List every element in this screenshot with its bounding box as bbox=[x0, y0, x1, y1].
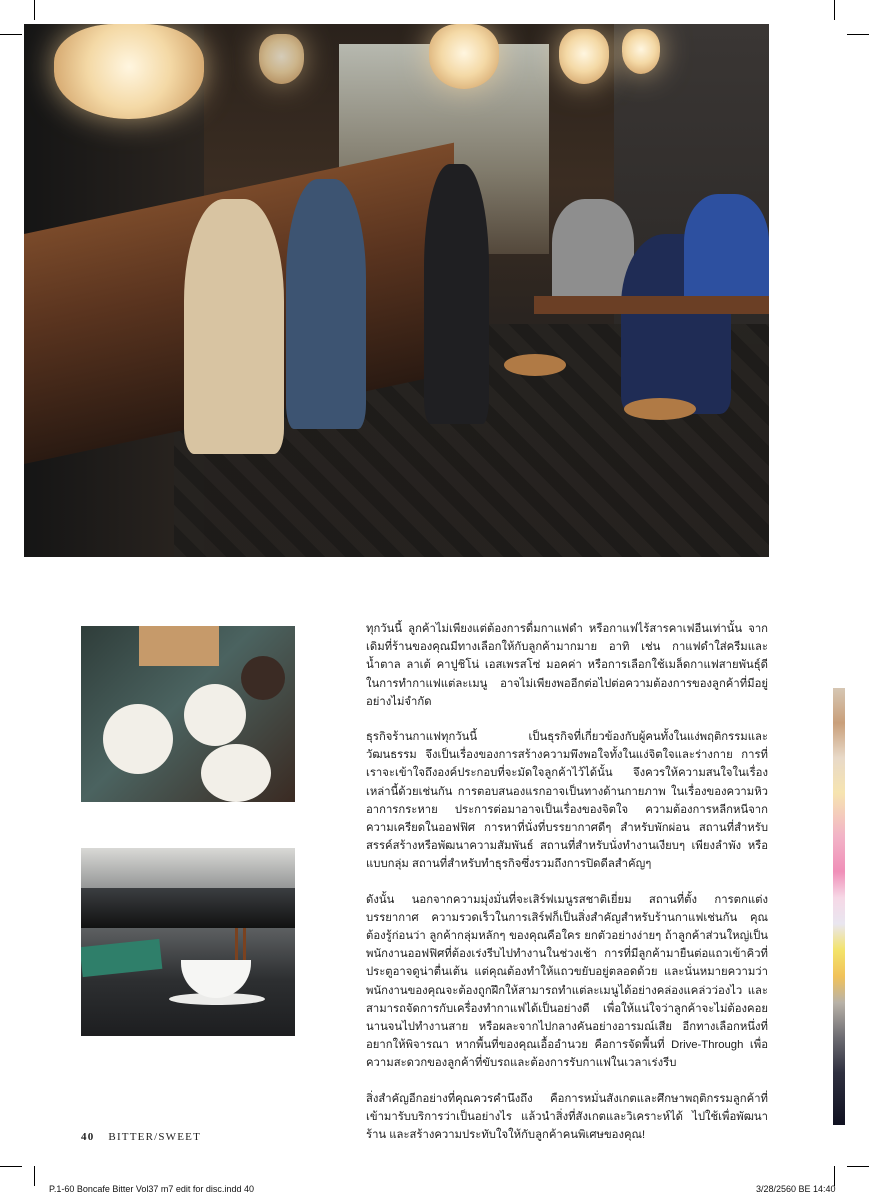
article-paragraph: ธุรกิจร้านกาแฟทุกวันนี้ เป็นธุรกิจที่เกี่ยวข้องกับผู้คนทั้งในแง่พฤติกรรมและวัฒนธรรม จึงเป็นเรื่องของการสร้างความพึงพอใจทั้งในแง่จิตใจและร่างกาย การที่เราจะเข้าใจถึงองค์ประกอบที่จะมัดใจลูกค้าไว้ได้นั้น จึงควรให้ความสนใจในเรื่องเหล่านี้ด้วยเช่นกัน การตอบสนองแรกอาจเป็นทางด้านกายภาพ ในเรื่องของความหิว อาการกระหาย ประการต่อมาอาจเป็นเรื่องของจิตใจ ความต้องการหลีกหนีจากความเครียดในออฟฟิศ การหาที่นั่งที่บรรยากาศดีๆ สำหรับพักผ่อน สถานที่สำหรับสรรค์สร้างหรือพัฒนาความสัมพันธ์ สถานที่สำหรับนั่งทำงานเงียบๆ เพียงลำพัง หรือแบบกลุ่ม สถานที่สำหรับทำธุรกิจซึ่งรวมถึงการปิดดีลสำคัญๆ bbox=[366, 731, 768, 871]
article-paragraph: สิ่งสำคัญอีกอย่างที่คุณควรคำนึงถึง คือการหมั่นสังเกตและศึกษาพฤติกรรมลูกค้าที่เข้ามารับบริการว่าเป็นอย่างไร แล้วนำสิ่งที่สังเกตและวิเคราะห์ได้ ไปใช้เพื่อพัฒนาร้าน และสร้างความประทับใจให้กับลูกค้าคนพิเศษของคุณ! bbox=[366, 1092, 768, 1142]
crop-mark bbox=[834, 1166, 835, 1186]
pendant-lamp bbox=[54, 24, 204, 119]
photo-plate bbox=[201, 744, 271, 802]
photo-towel bbox=[81, 939, 162, 977]
photo-person bbox=[184, 199, 284, 454]
photo-plate bbox=[241, 656, 285, 700]
pendant-lamp bbox=[429, 24, 499, 89]
espresso-cup-photo bbox=[81, 848, 295, 1036]
article-paragraph: ดังนั้น นอกจากความมุ่งมั่นที่จะเสิร์ฟเมนูรสชาติเยี่ยม สถานที่ตั้ง การตกแต่ง บรรยากาศ ความรวดเร็วในการเสิร์ฟก็เป็นสิ่งสำคัญสำหรับร้านกาแฟเช่นกัน คุณต้องรู้ก่อนว่า ลูกค้ากลุ่มหลักๆ ของคุณคือใคร ยกตัวอย่างง่ายๆ ถ้าลูกค้าส่วนใหญ่เป็นพนักงานออฟฟิศที่ต้องเร่งรีบไปทำงานในช่วงเช้า การที่มีลูกค้ามายืนต่อแถวเข้าคิวที่ประตูอาจดูน่าตื่นเต้น แต่คุณต้องทำให้แถวขยับอยู่ตลอดด้วย และนั่นหมายความว่า พนักงานของคุณจะต้องถูกฝึกให้สามารถทำแต่ละเมนูได้อย่างคล่องแคล่วว่องไว และสามารถจัดการกับเครื่องทำกาแฟได้เป็นอย่างดี เพื่อให้แน่ใจว่าลูกค้าจะไม่ต้องคอยนานจนไปทำงานสาย หรือผละจากไปกลางคันอย่างอารมณ์เสีย อีกทางเลือกหนึ่งที่อยากให้พิจารณา หากพื้นที่ของคุณเอื้ออำนวย คือการจัดพื้นที่ Drive-Through เพื่อความสะดวกของลูกค้าที่ขับรถและต้องการรับกาแฟในเวลาเร่งรีบ bbox=[366, 893, 768, 1070]
photo-cup bbox=[181, 960, 251, 998]
crop-mark bbox=[847, 34, 869, 35]
photo-table bbox=[534, 296, 769, 314]
magazine-name: BITTER/SWEET bbox=[108, 1131, 202, 1143]
photo-stool bbox=[624, 398, 696, 420]
pendant-lamp bbox=[622, 29, 660, 74]
print-slug-datetime: 3/28/2560 BE 14:40 bbox=[756, 1184, 836, 1194]
pendant-lamp bbox=[259, 34, 304, 84]
page-number: 40 bbox=[81, 1131, 95, 1143]
cafe-interior-photo bbox=[24, 24, 769, 557]
pendant-lamp bbox=[559, 29, 609, 84]
article-paragraph: ทุกวันนี้ ลูกค้าไม่เพียงแต่ต้องการดื่มกาแฟดำ หรือกาแฟไร้สารคาเฟอีนเท่านั้น จากเดิมที่ร้านของคุณมีทางเลือกให้กับลูกค้ามากมาย อาทิ เช่น กาแฟดำใส่ครีมและน้ำตาล ลาเต้ คาปูชิโน่ เอสเพรสโซ่ มอคค่า หรือการเลือกใช้เมล็ดกาแฟสายพันธุ์ดีในการทำกาแฟแต่ละเมนู อาจไม่เพียงพออีกต่อไปต่อความต้องการของลูกค้าที่มีอยู่อย่างไม่จำกัด bbox=[366, 623, 768, 708]
crop-mark bbox=[0, 1166, 22, 1167]
crop-mark bbox=[0, 34, 22, 35]
crop-mark bbox=[34, 1166, 35, 1186]
photo-board bbox=[139, 626, 219, 666]
crop-mark bbox=[34, 0, 35, 20]
food-table-photo bbox=[81, 626, 295, 802]
page-folio bbox=[81, 1131, 201, 1143]
photo-plate bbox=[184, 684, 246, 746]
print-slug-file: P.1-60 Boncafe Bitter Vol37 m7 edit for disc.indd 40 bbox=[49, 1184, 254, 1194]
photo-person bbox=[424, 164, 489, 424]
photo-espresso-machine bbox=[81, 888, 295, 928]
crop-mark bbox=[834, 0, 835, 20]
article-body bbox=[366, 620, 768, 1161]
crop-mark bbox=[847, 1166, 869, 1167]
photo-plate bbox=[103, 704, 173, 774]
photo-stool bbox=[504, 354, 566, 376]
photo-person bbox=[286, 179, 366, 429]
color-calibration-bar bbox=[833, 688, 845, 1125]
